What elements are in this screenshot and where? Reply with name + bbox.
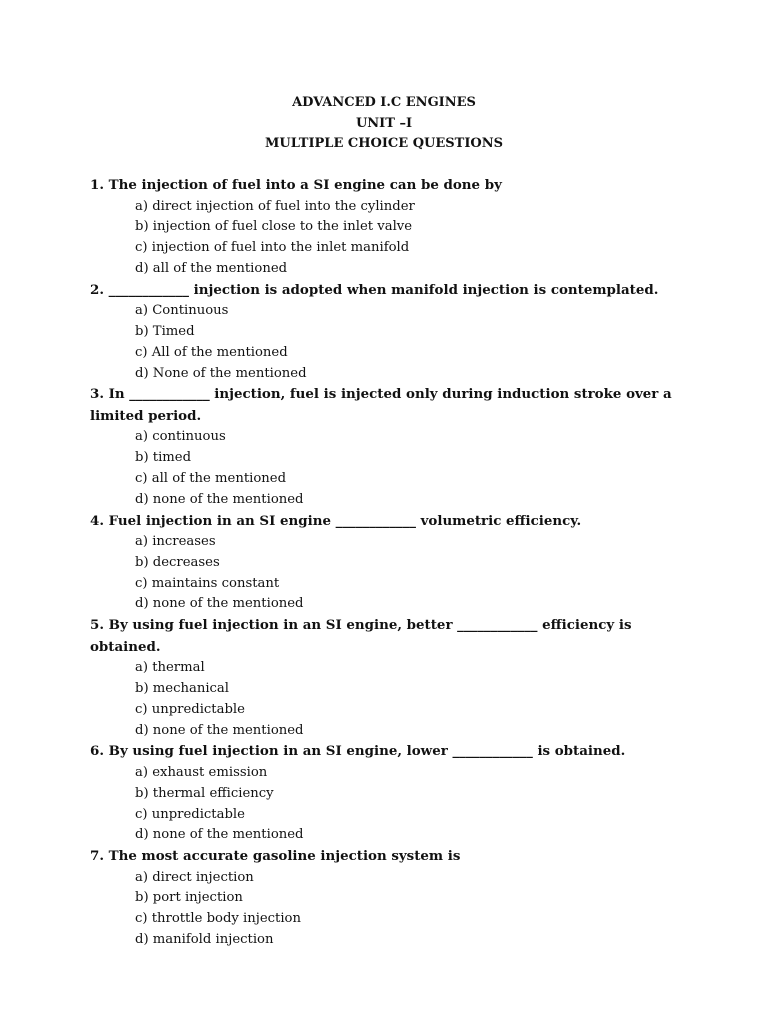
question-5 (90, 615, 690, 741)
question-3 (90, 384, 690, 510)
option-list (90, 427, 690, 510)
option-list (90, 763, 690, 846)
option-b: b) thermal efficiency (135, 785, 274, 801)
option-a: a) continuous (135, 429, 226, 445)
question-text: 5. By using fuel injection in an SI engine, better ____________ efficiency is obtained. (90, 617, 632, 655)
option-a: a) direct injection of fuel into the cylinder (135, 198, 415, 214)
option-a: a) thermal (135, 660, 205, 676)
option-d: d) none of the mentioned (135, 596, 304, 612)
question-1 (90, 175, 690, 280)
option-c: c) maintains constant (135, 575, 280, 591)
question-2 (90, 280, 690, 385)
option-d: d) manifold injection (135, 932, 274, 948)
option-b: b) port injection (135, 890, 243, 906)
option-b: b) timed (135, 450, 192, 466)
question-7 (90, 846, 690, 951)
option-c: c) unpredictable (135, 806, 245, 822)
option-c: c) All of the mentioned (135, 344, 288, 360)
question-text: 2. ____________ injection is adopted when manifold injection is contemplated. (90, 281, 659, 298)
option-a: a) direct injection (135, 869, 254, 885)
option-d: d) None of the mentioned (135, 365, 307, 381)
section-title: MULTIPLE CHOICE QUESTIONS (264, 136, 504, 151)
option-list (90, 301, 690, 384)
question-6 (90, 741, 690, 846)
question-4 (90, 511, 690, 616)
question-text: 1. The injection of fuel into a SI engine can be done by (90, 177, 502, 193)
option-c: c) unpredictable (135, 701, 245, 717)
option-b: b) mechanical (135, 681, 230, 697)
option-c: c) all of the mentioned (135, 470, 287, 486)
question-text: 7. The most accurate gasoline injection system is (90, 848, 461, 865)
document-header (0, 93, 768, 155)
option-d: d) none of the mentioned (135, 827, 304, 843)
option-d: d) none of the mentioned (135, 491, 304, 507)
option-b: b) Timed (135, 323, 195, 339)
unit-title: UNIT –I (355, 115, 413, 131)
option-a: a) exhaust emission (135, 764, 268, 780)
question-text: 3. In ____________ injection, fuel is injected only during induction stroke over a limited period. (90, 386, 672, 424)
course-title: ADVANCED I.C ENGINES (292, 95, 476, 110)
question-text: 4. Fuel injection in an SI engine ____________ volumetric efficiency. (90, 512, 582, 529)
option-b: b) injection of fuel close to the inlet valve (135, 219, 413, 235)
option-c: c) injection of fuel into the inlet manifold (135, 240, 410, 256)
option-b: b) decreases (135, 554, 220, 570)
option-list (90, 197, 690, 280)
option-a: a) increases (135, 534, 216, 550)
option-a: a) Continuous (135, 303, 229, 319)
option-c: c) throttle body injection (135, 911, 301, 927)
option-list (90, 658, 690, 741)
option-list (90, 532, 690, 615)
option-d: d) none of the mentioned (135, 722, 304, 738)
option-d: d) all of the mentioned (135, 260, 288, 276)
question-list (90, 175, 690, 951)
option-list (90, 868, 690, 951)
question-text: 6. By using fuel injection in an SI engine, lower ____________ is obtained. (90, 743, 626, 760)
